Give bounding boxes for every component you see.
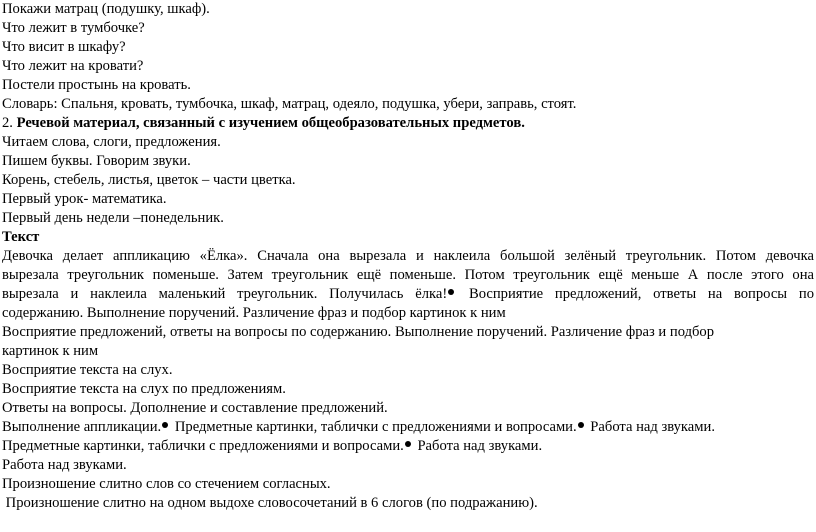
story-text: Восприятие предложений, ответы на вопросы по bbox=[457, 286, 814, 302]
story-paragraph bbox=[2, 247, 814, 323]
section-number: 2. bbox=[2, 115, 17, 131]
bullet-icon bbox=[405, 441, 411, 447]
text-heading: Текст bbox=[2, 229, 40, 245]
bullet-line bbox=[2, 418, 816, 437]
story-line: вырезала треугольник поменьше. Затем треугольник ещё поменьше. Потом треугольник ещё меньше А после этого она bbox=[2, 267, 814, 283]
section-heading bbox=[2, 114, 816, 133]
story-line bbox=[2, 285, 814, 304]
text-line: Произношение слитно слов со стечением согласных. bbox=[2, 476, 331, 492]
text-line: Постели простынь на кровать. bbox=[2, 77, 191, 93]
bullet-line bbox=[2, 437, 816, 456]
text-segment: Предметные картинки, таблички с предложениями и вопросами. bbox=[2, 438, 404, 454]
bullet-icon bbox=[448, 289, 454, 295]
text-line: Читаем слова, слоги, предложения. bbox=[2, 134, 221, 150]
text-line: Восприятие текста на слух по предложениям. bbox=[2, 381, 286, 397]
text-line: картинок к ним bbox=[2, 343, 99, 359]
text-line: Произношение слитно на одном выдохе словосочетаний в 6 слогов (по подражанию). bbox=[2, 495, 538, 511]
story-line: содержанию. Выполнение поручений. Различение фраз и подбор картинок к ним bbox=[2, 305, 506, 321]
text-line: Работа над звуками. bbox=[2, 457, 127, 473]
bullet-icon bbox=[162, 422, 168, 428]
text-line: Восприятие предложений, ответы на вопросы по содержанию. Выполнение поручений. Различение фраз и подбор bbox=[2, 324, 715, 340]
text-line: Первый день недели –понедельник. bbox=[2, 210, 224, 226]
text-line: Что висит в шкафу? bbox=[2, 39, 126, 55]
text-line: Покажи матрац (подушку, шкаф). bbox=[2, 1, 210, 17]
text-segment: Выполнение аппликации. bbox=[2, 419, 162, 435]
text-line: Восприятие текста на слух. bbox=[2, 362, 173, 378]
text-segment: Работа над звуками. bbox=[586, 419, 715, 435]
text-line: Корень, стебель, листья, цветок – части цветка. bbox=[2, 172, 296, 188]
text-line: Что лежит в тумбочке? bbox=[2, 20, 145, 36]
text-line: Первый урок- математика. bbox=[2, 191, 167, 207]
vocabulary-line: Словарь: Спальня, кровать, тумбочка, шкаф, матрац, одеяло, подушка, убери, заправь, стоят. bbox=[2, 96, 577, 112]
text-segment: Работа над звуками. bbox=[413, 438, 543, 454]
text-segment: Предметные картинки, таблички с предложениями и вопросами. bbox=[171, 419, 577, 435]
text-line: Пишем буквы. Говорим звуки. bbox=[2, 153, 191, 169]
text-line: Что лежит на кровати? bbox=[2, 58, 144, 74]
story-text: вырезала и наклеила маленький треугольник. Получилась ёлка! bbox=[2, 286, 448, 302]
story-line: Девочка делает аппликацию «Ёлка». Сначала она вырезала и наклеила большой зелёный треугольник. Потом девочка bbox=[2, 248, 814, 264]
section-title: Речевой материал, связанный с изучением общеобразовательных предметов. bbox=[16, 115, 525, 131]
text-line: Ответы на вопросы. Дополнение и составление предложений. bbox=[2, 400, 388, 416]
bullet-icon bbox=[578, 422, 584, 428]
